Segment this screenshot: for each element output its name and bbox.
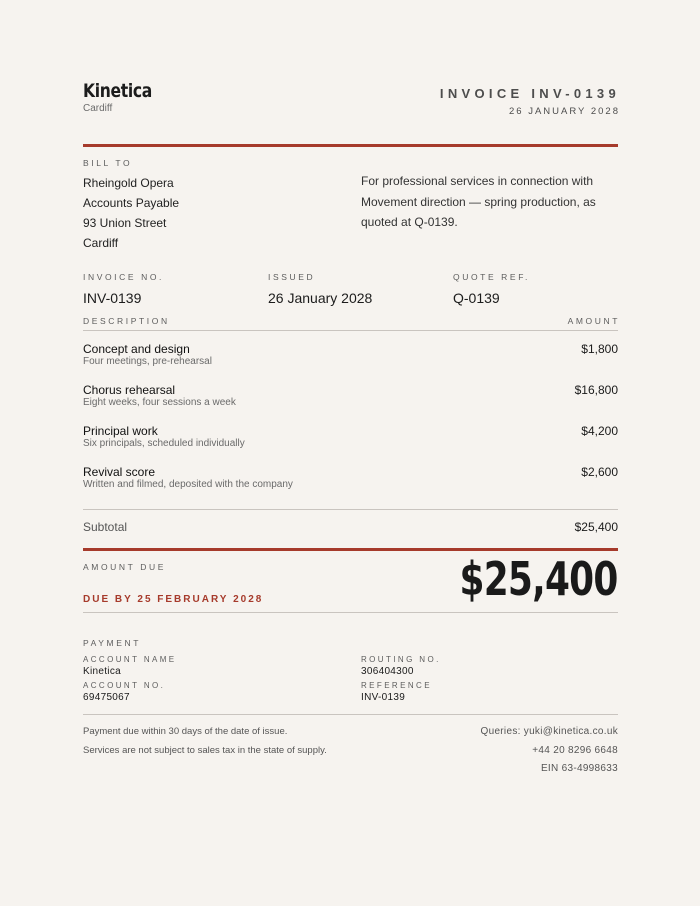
- company-block: [83, 80, 167, 114]
- bill-to-block: [83, 158, 179, 253]
- account-no-value: 69475067: [83, 692, 130, 703]
- issued-label: ISSUED: [268, 272, 316, 282]
- payment-divider: [83, 612, 618, 613]
- description-header: DESCRIPTION: [83, 316, 170, 326]
- line-item: [83, 383, 618, 409]
- routing-no-label: ROUTING NO.: [361, 655, 441, 664]
- line-item: [83, 342, 618, 368]
- bill-to-line: Accounts Payable: [83, 196, 180, 210]
- routing-no-value: 306404300: [361, 666, 414, 677]
- line-item-subtitle: Six principals, scheduled individually: [83, 438, 245, 449]
- account-no-field: [83, 681, 165, 703]
- line-item-subtitle: Eight weeks, four sessions a week: [83, 397, 236, 408]
- invoice-title: INVOICE INV-0139: [439, 86, 620, 101]
- ein-number: EIN 63-4998633: [540, 763, 618, 774]
- amount-due-label: AMOUNT DUE: [83, 562, 166, 572]
- amount-due-value: $25,400: [460, 552, 618, 606]
- footer-divider: [83, 714, 618, 715]
- subtotal-divider: [83, 509, 618, 510]
- bill-to-line: Cardiff: [83, 236, 119, 250]
- account-name-field: [83, 655, 177, 677]
- subtotal-label: Subtotal: [83, 520, 128, 534]
- invoice-no-value: INV-0139: [83, 290, 142, 306]
- line-item: [83, 424, 618, 450]
- meta-quote-ref: [453, 267, 530, 306]
- amount-header: AMOUNT: [567, 316, 620, 326]
- meta-issued: [268, 267, 372, 306]
- invoice-header: [440, 86, 618, 117]
- issued-value: 26 January 2028: [268, 290, 373, 306]
- scope-description: For professional services in connection with Movement direction — spring production, as quoted at Q-0139.: [361, 174, 596, 229]
- queries-email[interactable]: Queries: yuki@kinetica.co.uk: [480, 726, 618, 737]
- invoice-no-label: INVOICE NO.: [83, 272, 165, 282]
- due-by-date: DUE BY 25 FEBRUARY 2028: [83, 594, 264, 605]
- header-divider: [83, 144, 618, 147]
- reference-field: [361, 681, 432, 703]
- line-item-subtitle: Four meetings, pre-rehearsal: [83, 356, 212, 367]
- account-name-label: ACCOUNT NAME: [83, 655, 177, 664]
- line-item-amount: $1,800: [581, 342, 618, 356]
- bill-to-line: 93 Union Street: [83, 216, 167, 230]
- line-item-amount: $4,200: [581, 424, 618, 438]
- invoice-page: [83, 0, 618, 906]
- quote-ref-value: Q-0139: [453, 290, 500, 306]
- company-name: Kinetica: [83, 80, 152, 102]
- phone-number: +44 20 8296 6648: [532, 744, 618, 756]
- payment-label: PAYMENT: [83, 638, 142, 648]
- line-item-amount: $2,600: [581, 465, 618, 479]
- payment-terms-note: Payment due within 30 days of the date of issue.: [83, 726, 288, 737]
- line-item-title: Principal work: [83, 424, 158, 438]
- bill-to-line: Rheingold Opera: [83, 176, 174, 190]
- reference-label: REFERENCE: [361, 681, 432, 690]
- quote-ref-label: QUOTE REF.: [453, 272, 531, 282]
- meta-invoice-no: [83, 267, 164, 306]
- subtotal-value: $25,400: [574, 520, 618, 534]
- footer-notes: [83, 723, 327, 760]
- invoice-date: 26 JANUARY 2028: [509, 106, 620, 117]
- bill-to-label: BILL TO: [83, 158, 133, 168]
- footer-contact: [481, 723, 619, 779]
- routing-no-field: [361, 655, 441, 677]
- line-item-title: Concept and design: [83, 342, 190, 356]
- account-no-label: ACCOUNT NO.: [83, 681, 166, 690]
- company-city: Cardiff: [83, 103, 113, 114]
- line-item-title: Chorus rehearsal: [83, 383, 176, 397]
- line-item-subtitle: Written and filmed, deposited with the company: [83, 479, 293, 490]
- line-item-amount: $16,800: [574, 383, 618, 397]
- account-name-value: Kinetica: [83, 666, 121, 677]
- line-item-title: Revival score: [83, 465, 156, 479]
- table-header-divider: [83, 330, 618, 331]
- reference-value: INV-0139: [361, 692, 406, 703]
- tax-note: Services are not subject to sales tax in the state of supply.: [83, 744, 327, 756]
- line-item: [83, 465, 618, 491]
